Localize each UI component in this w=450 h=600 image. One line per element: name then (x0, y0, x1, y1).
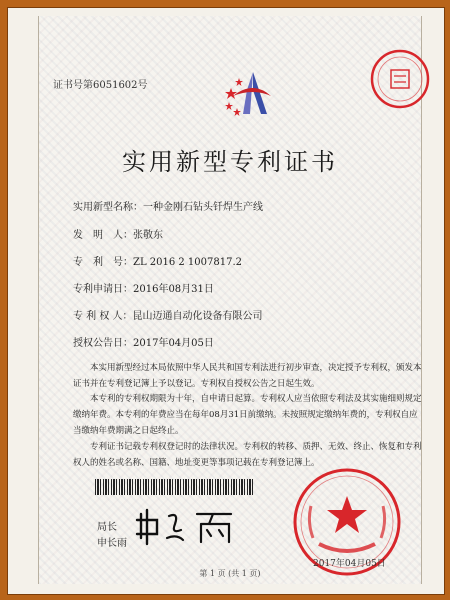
body-paragraph-1: 本实用新型经过本局依照中华人民共和国专利法进行初步审查，决定授予专利权，颁发本证书并在专利登记簿上予以登记。专利权自授权公告之日起生效。 (73, 363, 422, 389)
field-patent-number (73, 253, 242, 268)
field-utility-model-name (73, 198, 263, 213)
field-label: 实用新型名称： (73, 202, 143, 213)
certificate-paper (38, 16, 422, 584)
seal-stamp-icon (369, 48, 431, 110)
field-label: 专利申请日： (73, 284, 133, 295)
page-footer: 第 1 页 (共 1 页) (199, 569, 261, 578)
certificate-frame (7, 7, 445, 595)
field-value: 昆山迈通自动化设备有限公司 (132, 311, 263, 322)
certificate-title: 实用新型专利证书 (122, 148, 338, 176)
handwritten-signature (135, 504, 245, 548)
body-paragraph-2: 本专利的专利权期限为十年，自申请日起算。专利权人应当依照专利法及其实施细则规定缴纳年费。本专利的年费应当在每年08月31日前缴纳。未按照规定缴纳年费的，专利权自应当缴纳年费期满之日起终止。 (73, 394, 422, 436)
field-grant-date (73, 334, 214, 349)
field-label: 发 明 人： (73, 230, 133, 241)
body-paragraph-3: 专利证书记载专利权登记时的法律状况。专利权的转移、质押、无效、终止、恢复和专利权人的姓名或名称、国籍、地址变更等事项记载在专利登记簿上。 (73, 442, 422, 468)
field-value: 2017年04月05日 (133, 338, 214, 349)
field-application-date (73, 280, 214, 295)
director-title: 局长 (97, 522, 117, 533)
field-patentee (73, 307, 263, 322)
field-value: ZL 2016 2 1007817.2 (133, 257, 243, 268)
field-inventor (73, 226, 163, 241)
patent-office-emblem-icon (223, 66, 277, 120)
field-label: 专 利 号： (73, 257, 133, 268)
field-value: 张敬东 (133, 230, 163, 241)
field-label: 授权公告日： (73, 338, 133, 349)
certificate-number: 证书号第6051602号 (53, 80, 148, 91)
seal-date: 2017年04月05日 (313, 559, 386, 569)
director-name: 申长雨 (97, 538, 127, 549)
field-value: 一种金刚石钻头钎焊生产线 (143, 202, 263, 213)
field-value: 2016年08月31日 (133, 284, 214, 295)
barcode (95, 479, 255, 495)
field-label: 专 利 权 人： (73, 311, 133, 322)
